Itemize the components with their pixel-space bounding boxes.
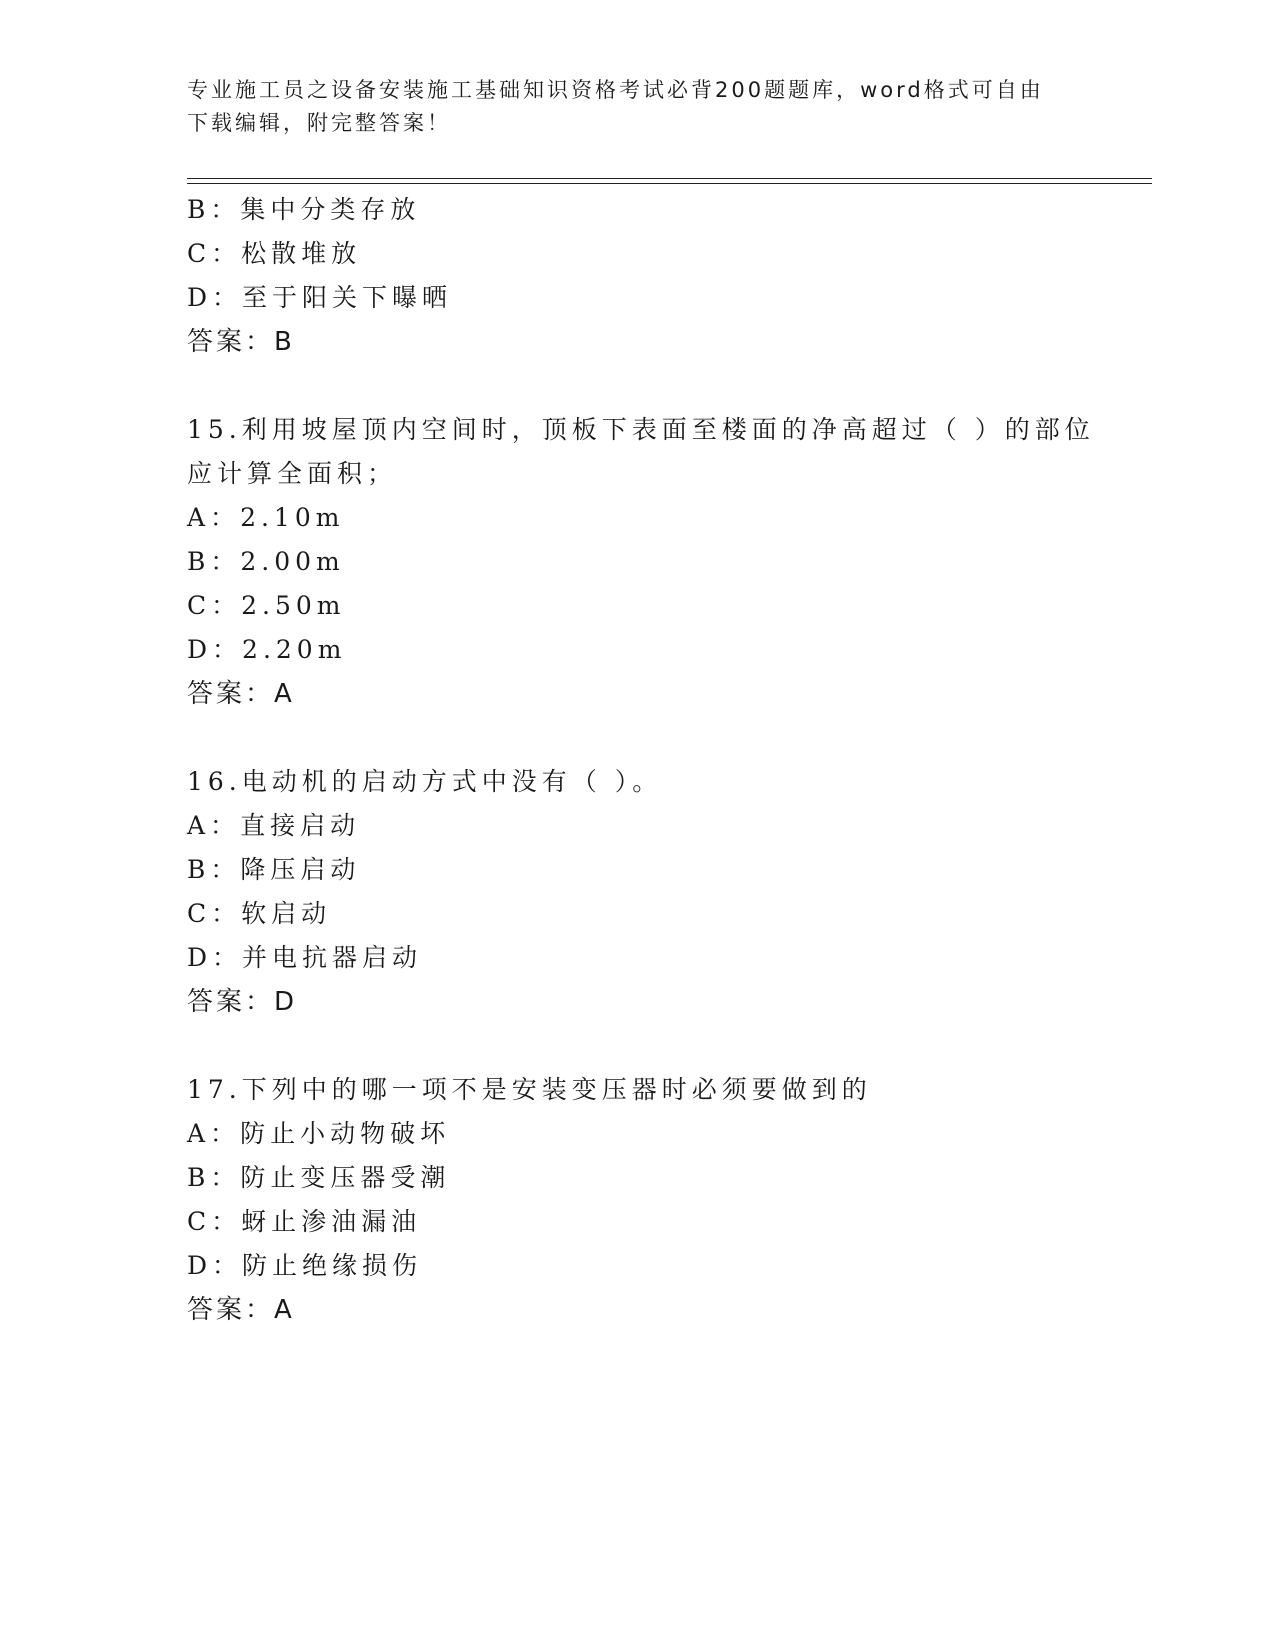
- answer-line: [187, 1292, 294, 1328]
- option-b: [187, 192, 420, 228]
- option-text: 蚜止渗油漏油: [241, 1207, 422, 1236]
- answer-value: D: [274, 987, 297, 1017]
- option-b: [187, 1160, 450, 1196]
- option-a: [187, 500, 344, 536]
- header-rule-bottom: [187, 183, 1152, 184]
- option-key: A：: [187, 503, 241, 532]
- option-a: [187, 808, 360, 844]
- option-key: B：: [187, 855, 241, 884]
- question-15-stem-line-1: 15.利用坡屋顶内空间时，顶板下表面至楼面的净高超过（ ）的部位: [187, 415, 1095, 444]
- option-key: C：: [187, 1207, 242, 1236]
- option-key: C：: [187, 591, 242, 620]
- header-line-2: 下载编辑，附完整答案！: [187, 111, 451, 135]
- option-c: [187, 236, 361, 272]
- answer-label: 答案：: [187, 327, 275, 357]
- answer-value: A: [274, 679, 294, 709]
- option-text: 防止绝缘损伤: [242, 1251, 423, 1280]
- question-16-stem: 16.电动机的启动方式中没有（ ）。: [187, 767, 663, 796]
- option-key: D：: [187, 943, 243, 972]
- option-key: A：: [187, 1119, 241, 1148]
- option-a: [187, 1116, 450, 1152]
- option-d: [187, 632, 346, 668]
- option-text: 2.00m: [240, 547, 345, 576]
- option-text: 2.50m: [241, 591, 346, 620]
- question-15-stem-line-2: 应计算全面积；: [187, 459, 398, 488]
- option-key: D：: [187, 1251, 243, 1280]
- option-c: [187, 896, 331, 932]
- answer-line: [187, 676, 294, 712]
- option-text: 直接启动: [240, 811, 361, 840]
- option-text: 2.10m: [240, 503, 345, 532]
- option-d: [187, 280, 452, 316]
- option-key: D：: [187, 283, 243, 312]
- option-key: A：: [187, 811, 241, 840]
- answer-label: 答案：: [187, 1295, 275, 1325]
- answer-value: A: [274, 1295, 294, 1325]
- option-text: 降压启动: [240, 855, 361, 884]
- answer-line: [187, 984, 296, 1020]
- option-text: 并电抗器启动: [242, 943, 423, 972]
- answer-label: 答案：: [187, 987, 275, 1017]
- option-text: 松散堆放: [241, 239, 362, 268]
- option-c: [187, 1204, 421, 1240]
- document-header: [187, 74, 1087, 140]
- option-d: [187, 1248, 422, 1284]
- header-rule-top: [187, 178, 1152, 179]
- option-b: [187, 852, 360, 888]
- option-text: 防止变压器受潮: [240, 1163, 451, 1192]
- option-key: B：: [187, 195, 241, 224]
- option-key: C：: [187, 899, 242, 928]
- option-b: [187, 544, 345, 580]
- option-text: 集中分类存放: [240, 195, 421, 224]
- question-17-stem: 17.下列中的哪一项不是安装变压器时必须要做到的: [187, 1075, 872, 1104]
- header-line-1: 专业施工员之设备安装施工基础知识资格考试必背200题题库，word格式可自由: [187, 78, 1044, 102]
- answer-line: [187, 324, 294, 360]
- option-text: 至于阳关下曝晒: [242, 283, 453, 312]
- option-key: C：: [187, 239, 242, 268]
- answer-value: B: [274, 327, 294, 357]
- option-text: 防止小动物破坏: [240, 1119, 451, 1148]
- option-c: [187, 588, 346, 624]
- option-d: [187, 940, 422, 976]
- option-key: D：: [187, 635, 243, 664]
- option-text: 软启动: [241, 899, 332, 928]
- option-key: B：: [187, 1163, 241, 1192]
- answer-label: 答案：: [187, 679, 275, 709]
- option-key: B：: [187, 547, 241, 576]
- option-text: 2.20m: [242, 635, 347, 664]
